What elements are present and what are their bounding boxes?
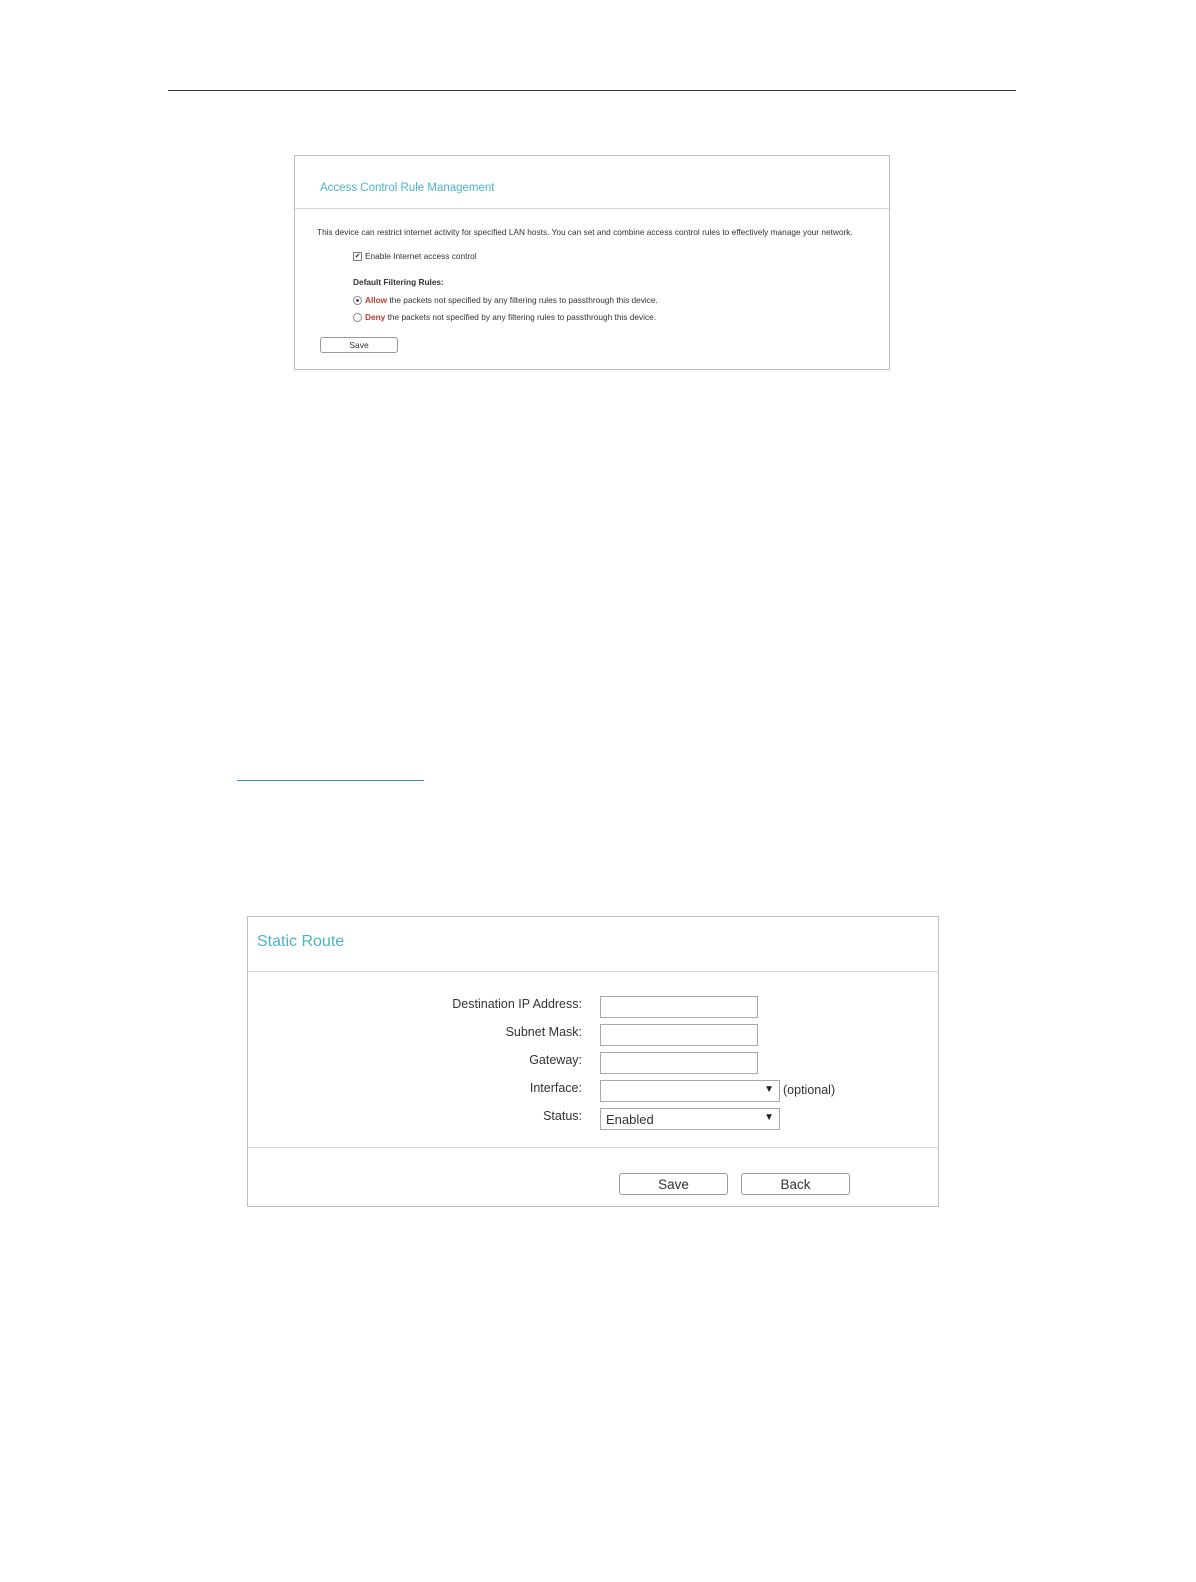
access-control-title: Access Control Rule Management: [320, 182, 495, 194]
destination-ip-label: Destination IP Address:: [452, 997, 582, 1011]
default-filtering-rules-label: Default Filtering Rules:: [353, 277, 444, 287]
dropdown-arrow-icon: ▼: [764, 1112, 774, 1123]
access-control-divider: [295, 208, 889, 209]
interface-select[interactable]: [600, 1080, 780, 1102]
interface-optional-note: (optional): [783, 1083, 836, 1097]
access-control-description: This device can restrict internet activity for specified LAN hosts. You can set and combine access control rules to effectively manage your network.: [317, 227, 853, 237]
access-control-panel: [294, 155, 890, 370]
allow-keyword: Allow: [365, 295, 388, 305]
enable-access-control-label: Enable Internet access control: [365, 251, 477, 261]
enable-access-control-row[interactable]: [353, 251, 477, 261]
static-route-back-button[interactable]: Back: [741, 1173, 850, 1195]
destination-ip-input[interactable]: [600, 996, 758, 1018]
static-route-panel: [247, 916, 939, 1207]
gateway-input[interactable]: [600, 1052, 758, 1074]
deny-radio[interactable]: [353, 313, 362, 322]
subnet-mask-label: Subnet Mask:: [505, 1025, 582, 1039]
page-header-rule: [168, 90, 1016, 91]
status-select[interactable]: [600, 1108, 780, 1130]
hyperlink-underline[interactable]: [237, 780, 424, 781]
checkbox-checked-icon: ✔: [354, 252, 361, 260]
allow-radio[interactable]: [353, 296, 362, 305]
static-route-save-button[interactable]: Save: [619, 1173, 728, 1195]
allow-rule-option[interactable]: [353, 295, 658, 305]
gateway-label: Gateway:: [529, 1053, 582, 1067]
deny-rule-option[interactable]: [353, 312, 656, 322]
status-select-value: Enabled: [606, 1111, 654, 1127]
static-route-divider-top: [248, 971, 938, 972]
enable-access-control-checkbox[interactable]: [353, 252, 362, 261]
status-label: Status:: [543, 1109, 582, 1123]
access-control-save-button[interactable]: Save: [320, 337, 398, 353]
static-route-title: Static Route: [257, 933, 345, 950]
interface-label: Interface:: [529, 1081, 582, 1095]
radio-selected-icon: [356, 299, 359, 302]
deny-keyword: Deny: [365, 312, 386, 322]
subnet-mask-input[interactable]: [600, 1024, 758, 1046]
static-route-divider-bottom: [248, 1147, 938, 1148]
dropdown-arrow-icon: ▼: [764, 1084, 774, 1095]
allow-rule-text: the packets not specified by any filtering rules to passthrough this device.: [387, 295, 658, 305]
deny-rule-text: the packets not specified by any filtering rules to passthrough this device.: [385, 312, 657, 322]
